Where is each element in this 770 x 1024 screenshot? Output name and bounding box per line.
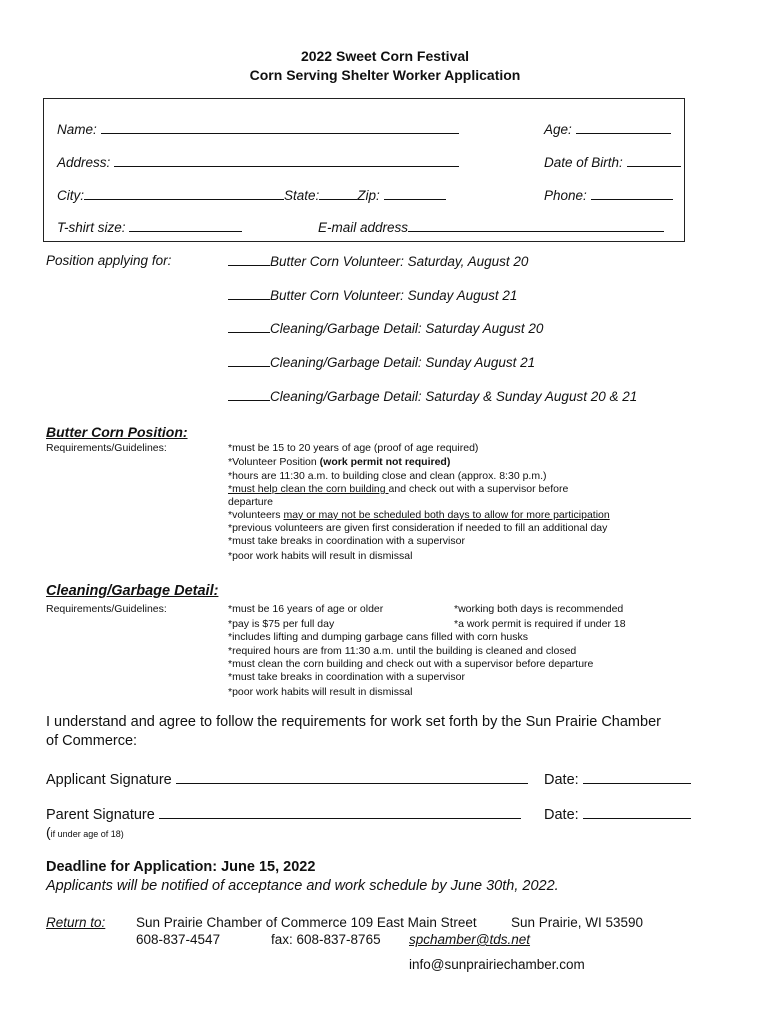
dob-line[interactable] [627, 154, 681, 167]
position-checkline[interactable] [228, 287, 270, 300]
guideline-line: *poor work habits will result in dismissal [228, 550, 413, 562]
parent-signature-line[interactable] [159, 804, 521, 819]
zip-label: Zip: [357, 188, 380, 203]
guideline-underlined: *must help clean the corn building [228, 483, 389, 495]
cleaning-heading: Cleaning/Garbage Detail: [46, 583, 219, 599]
position-option[interactable] [228, 388, 637, 404]
guideline-line: *required hours are from 11:30 a.m. until the building is cleaned and closed [228, 645, 577, 657]
applicant-date-label: Date: [544, 772, 579, 788]
tshirt-line[interactable] [129, 219, 242, 232]
guideline-line: *must take breaks in coordination with a supervisor [228, 535, 465, 547]
return-org-address: Sun Prairie Chamber of Commerce 109 East Main Street [136, 915, 477, 930]
email-label: E-mail address [318, 220, 409, 235]
return-to-label: Return to: [46, 915, 106, 930]
position-checkline[interactable] [228, 388, 270, 401]
applicant-signature-label: Applicant Signature [46, 772, 172, 788]
parent-date-line[interactable] [583, 804, 691, 819]
guideline-line: *working both days is recommended [454, 603, 624, 615]
document-subtitle: Corn Serving Shelter Worker Application [249, 67, 521, 83]
guideline-line [228, 483, 568, 495]
parent-note-text: if under age of 18) [50, 829, 124, 839]
position-option-label: Butter Corn Volunteer: Sunday August 21 [270, 288, 518, 303]
guideline-line [228, 456, 450, 468]
guideline-line: *must clean the corn building and check out with a supervisor before departure [228, 658, 594, 670]
agreement-text-line1: I understand and agree to follow the requirements for work set forth by the Sun Prairie Chamber [46, 714, 661, 730]
parent-note-paren: ( [46, 824, 51, 840]
position-option-label: Butter Corn Volunteer: Saturday, August 20 [270, 254, 529, 269]
applicant-signature-field[interactable] [46, 769, 528, 788]
guideline-line: *must be 15 to 20 years of age (proof of age required) [228, 442, 479, 454]
tshirt-field[interactable] [57, 219, 242, 235]
parent-date-label: Date: [544, 807, 579, 823]
email-line[interactable] [408, 219, 664, 232]
guideline-text: and check out with a supervisor before [388, 483, 569, 495]
return-email-secondary[interactable]: info@sunprairiechamber.com [409, 957, 585, 972]
age-line[interactable] [576, 121, 671, 134]
address-field[interactable] [57, 154, 459, 170]
email-field[interactable] [318, 219, 664, 235]
guideline-line: *includes lifting and dumping garbage cans filled with corn husks [228, 631, 529, 643]
applicant-signature-line[interactable] [176, 769, 528, 784]
guideline-line: *hours are 11:30 a.m. to building close and clean (approx. 8:30 p.m.) [228, 470, 547, 482]
position-option[interactable] [228, 320, 543, 336]
guideline-text: *Volunteer Position [228, 456, 320, 468]
return-phone: 608-837-4547 [136, 932, 221, 947]
address-label: Address: [57, 155, 111, 170]
butter-corn-heading: Butter Corn Position: [46, 424, 188, 440]
phone-line[interactable] [591, 187, 673, 200]
applicant-date-line[interactable] [583, 769, 691, 784]
guideline-line: *must take breaks in coordination with a supervisor [228, 671, 465, 683]
zip-line[interactable] [384, 187, 446, 200]
position-option-label: Cleaning/Garbage Detail: Saturday August 20 [270, 321, 544, 336]
guideline-line: *must be 16 years of age or older [228, 603, 384, 615]
position-checkline[interactable] [228, 320, 270, 333]
agreement-text-line2: of Commerce: [46, 733, 138, 749]
applicant-date-field[interactable] [544, 769, 691, 788]
position-option[interactable] [228, 354, 535, 370]
phone-field[interactable] [544, 187, 673, 203]
address-line[interactable] [114, 154, 459, 167]
name-label: Name: [57, 122, 97, 137]
return-city: Sun Prairie, WI 53590 [511, 915, 644, 930]
position-option-label: Cleaning/Garbage Detail: Sunday August 21 [270, 355, 536, 370]
city-line[interactable] [84, 187, 284, 200]
phone-label: Phone: [544, 188, 587, 203]
guideline-line: *a work permit is required if under 18 [454, 618, 626, 630]
age-field[interactable] [544, 121, 671, 137]
guideline-line: *poor work habits will result in dismissal [228, 686, 413, 698]
age-label: Age: [544, 122, 572, 137]
position-option[interactable] [228, 287, 517, 303]
parent-note [46, 824, 124, 842]
city-state-zip-field[interactable] [57, 187, 446, 203]
position-checkline[interactable] [228, 253, 270, 266]
document-title: 2022 Sweet Corn Festival [300, 48, 470, 64]
guideline-line: *previous volunteers are given first consideration if needed to fill an additional day [228, 522, 608, 534]
state-line[interactable] [319, 187, 357, 200]
position-option-label: Cleaning/Garbage Detail: Saturday & Sunday August 20 & 21 [270, 389, 638, 404]
city-label: City: [57, 188, 84, 203]
dob-label: Date of Birth: [544, 155, 623, 170]
notification-text: Applicants will be notified of acceptance and work schedule by June 30th, 2022. [46, 878, 559, 894]
return-email-link[interactable]: spchamber@tds.net [409, 932, 531, 947]
tshirt-label: T-shirt size: [57, 220, 126, 235]
parent-signature-label: Parent Signature [46, 807, 155, 823]
deadline-text: Deadline for Application: June 15, 2022 [46, 859, 316, 875]
parent-signature-field[interactable] [46, 804, 521, 823]
name-line[interactable] [101, 121, 459, 134]
guideline-emphasis: (work permit not required) [319, 456, 451, 468]
name-field[interactable] [57, 121, 459, 137]
position-checkline[interactable] [228, 354, 270, 367]
parent-date-field[interactable] [544, 804, 691, 823]
guideline-text: *volunteers [228, 509, 284, 521]
state-label: State: [284, 188, 320, 203]
return-fax: fax: 608-837-8765 [271, 932, 381, 947]
position-label: Position applying for: [46, 253, 172, 268]
guideline-line [228, 509, 610, 521]
guideline-line: *pay is $75 per full day [228, 618, 335, 630]
butter-corn-req-label: Requirements/Guidelines: [46, 442, 167, 454]
cleaning-req-label: Requirements/Guidelines: [46, 603, 167, 615]
guideline-underlined: may or may not be scheduled both days to allow for more participation [283, 509, 610, 521]
dob-field[interactable] [544, 154, 681, 170]
guideline-line: departure [228, 496, 273, 508]
position-option[interactable] [228, 253, 528, 269]
